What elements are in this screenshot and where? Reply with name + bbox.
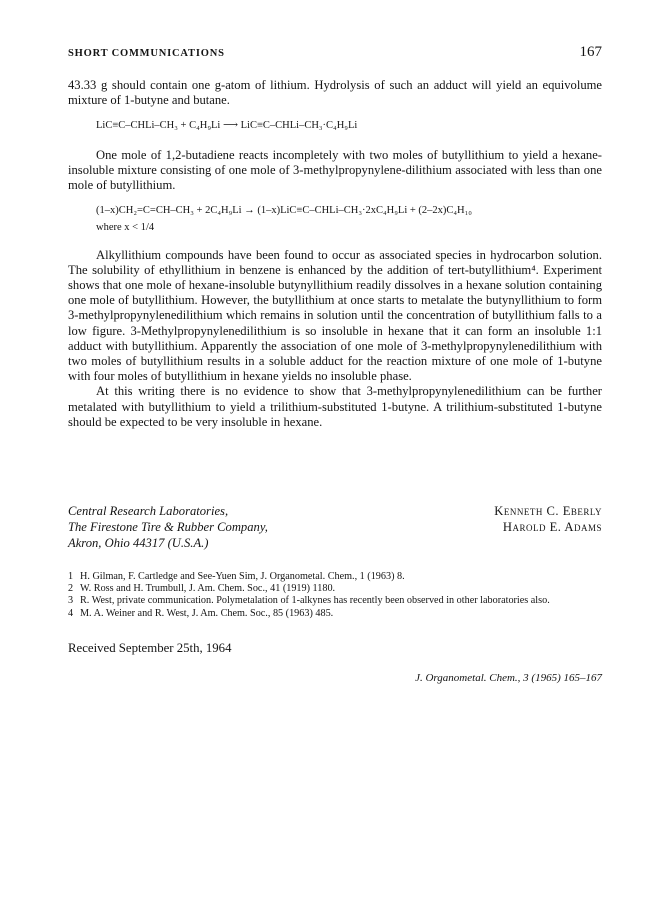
running-header: [68, 44, 602, 61]
reference-item: [68, 608, 602, 620]
page-number: 167: [579, 44, 602, 60]
references-list: [68, 571, 602, 620]
running-header-title: SHORT COMMUNICATIONS: [68, 48, 225, 59]
paragraph-3: Alkyllithium compounds have been found to occur as associated species in hydrocarbon solution. The solubility of ethyllithium in benzene is enhanced by the addition of tert-butyllithium⁴. Experiment shows that one mole of hexane-insoluble butynyllithium readily dissolves in a hexane solution containing one mole of butyllithium. However, the butyllithium at once starts to metalate the butynyllithium to form 3-methylpropynylenedilithium which remains in solution until the concentration of butyllithium falls to a low figure. 3-Methylpropynylenedilithium is so insoluble in hexane that it can form an insoluble 1:1 adduct with butyllithium. Apparently the association of one mole of 3-methylpropynylenedilithium with two moles of butyllithium results in a soluble adduct for the reaction mixture of one mole of 1-butyne with four moles of butyllithium in hexane yields no insoluble phase.: [68, 247, 602, 384]
affiliation-line: Akron, Ohio 44317 (U.S.A.): [68, 536, 209, 550]
journal-citation: J. Organometal. Chem., 3 (1965) 165–167: [415, 672, 602, 684]
author-name: Kenneth C. Eberly: [494, 504, 602, 518]
affiliation: [68, 503, 268, 551]
reference-number: 3: [68, 595, 74, 607]
affiliation-line: The Firestone Tire & Rubber Company,: [68, 520, 268, 534]
reference-text: R. West, private communication. Polymetalation of 1-alkynes has recently been observed in other laboratories also.: [80, 595, 550, 607]
author-name: Harold E. Adams: [502, 520, 602, 534]
signature-block: [68, 503, 602, 551]
paragraph-4: At this writing there is no evidence to show that 3-methylpropynylenedilithium can be further metalated with butyllithium to yield a trilithium-substituted 1-butyne. A trilithium-substituted 1-butyne should be expected to be very insoluble in hexane.: [68, 384, 602, 429]
reference-number: 4: [68, 607, 74, 619]
reference-item: [68, 583, 602, 595]
affiliation-line: Central Research Laboratories,: [68, 504, 229, 518]
reference-item: [68, 595, 602, 607]
reference-number: 1: [68, 571, 74, 582]
reference-text: W. Ross and H. Trumbull, J. Am. Chem. Soc., 41 (1919) 1180.: [80, 583, 336, 595]
reference-item: [68, 571, 602, 583]
article-body: [68, 78, 602, 430]
received-date: Received September 25th, 1964: [68, 641, 232, 655]
equation-2: (1–x)CH₂=C=CH–CH₃ + 2C₄H₉Li → (1–x)LiC≡C–CHLi–CH₃·2xC₄H₉Li + (2–2x)C₄H₁₀: [96, 205, 472, 217]
paragraph-1: 43.33 g should contain one g-atom of lithium. Hydrolysis of such an adduct will yield an equivolume mixture of 1-butyne and butane.: [68, 78, 602, 108]
reference-text: M. A. Weiner and R. West, J. Am. Chem. Soc., 85 (1963) 485.: [80, 607, 334, 619]
paragraph-2: One mole of 1,2-butadiene reacts incompletely with two moles of butyllithium to yield a hexane-insoluble mixture consisting of one mole of 3-methylpropynylene-dilithium associated with less than one mole of butyllithium.: [68, 147, 602, 193]
equation-2-condition: where x < 1/4: [96, 222, 155, 234]
equation-1: LiC≡C–CHLi–CH₃ + C₄H₉Li ⟶ LiC≡C–CHLi–CH₃·C₄H₉Li: [96, 120, 358, 132]
authors: [494, 503, 602, 551]
reference-text: H. Gilman, F. Cartledge and See-Yuen Sim, J. Organometal. Chem., 1 (1963) 8.: [80, 571, 405, 582]
reference-number: 2: [68, 583, 74, 595]
